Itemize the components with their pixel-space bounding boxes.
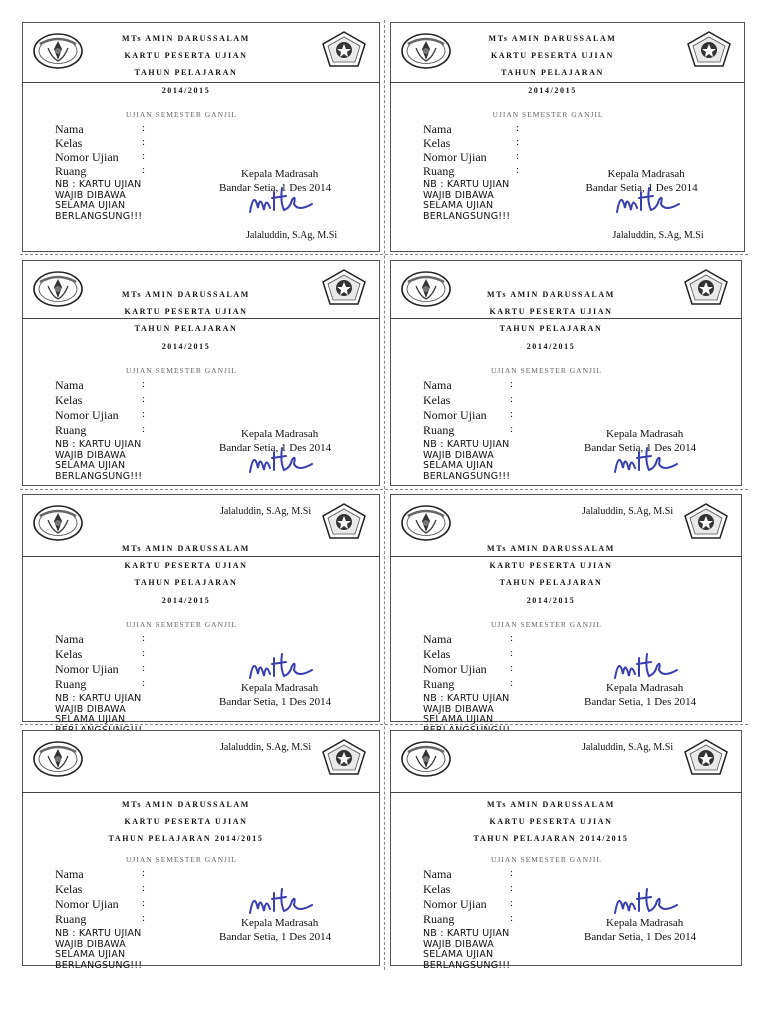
field-label: Ruang bbox=[423, 423, 455, 437]
madrasah-emblem-icon bbox=[680, 502, 732, 540]
field-label: Kelas bbox=[55, 647, 83, 661]
field-label: Kelas bbox=[423, 136, 451, 150]
academic-year: 2014/2015 bbox=[161, 86, 211, 95]
school-name: MTs AMIN DARUSSALAM bbox=[487, 290, 615, 299]
field-colon: : bbox=[142, 164, 146, 176]
field-colon: : bbox=[516, 122, 520, 134]
signer-name: Jalaluddin, S.Ag, M.Si bbox=[582, 742, 674, 753]
field-colon: : bbox=[510, 662, 514, 674]
field-label: Kelas bbox=[423, 393, 451, 407]
principal-title: Kepala Madrasah bbox=[606, 682, 684, 694]
field-label: Kelas bbox=[423, 647, 451, 661]
academic-year: 2014/2015 bbox=[528, 86, 577, 95]
field-colon: : bbox=[142, 647, 146, 659]
field-label: Nama bbox=[55, 632, 84, 646]
field-colon: : bbox=[142, 882, 146, 894]
exam-card bbox=[390, 494, 742, 725]
exam-name: UJIAN SEMESTER GANJIL bbox=[126, 620, 237, 629]
signature-mark bbox=[611, 648, 681, 684]
exam-note: NB : KARTU UJIAN WAJIB DIBAWA SELAMA UJIAN BERLANGSUNG!!! bbox=[55, 179, 143, 222]
exam-note: NB : KARTU UJIAN WAJIB DIBAWA SELAMA UJIAN BERLANGSUNG!!! bbox=[423, 439, 511, 482]
card-heading: KARTU PESERTA UJIAN bbox=[489, 561, 613, 570]
field-label: Nama bbox=[55, 867, 84, 881]
field-colon: : bbox=[516, 150, 520, 162]
academic-year-label: TAHUN PELAJARAN bbox=[134, 68, 238, 77]
exam-note: NB : KARTU UJIAN WAJIB DIBAWA SELAMA UJIAN BERLANGSUNG!!! bbox=[55, 928, 143, 971]
academic-year-label: TAHUN PELAJARAN bbox=[499, 324, 603, 333]
header-divider bbox=[390, 318, 742, 319]
ministry-logo-icon bbox=[400, 32, 452, 70]
field-colon: : bbox=[142, 408, 146, 420]
field-label: Nomor Ujian bbox=[55, 897, 119, 911]
header-divider bbox=[22, 792, 380, 793]
ministry-logo-icon bbox=[400, 504, 452, 542]
field-colon: : bbox=[510, 423, 514, 435]
academic-year-label: TAHUN PELAJARAN bbox=[499, 578, 603, 587]
sign-place-date: Bandar Setia, 1 Des 2014 bbox=[219, 442, 332, 454]
signature-mark bbox=[611, 883, 681, 919]
exam-card bbox=[22, 260, 380, 486]
header-divider bbox=[390, 556, 742, 557]
field-colon: : bbox=[516, 164, 520, 176]
exam-name: UJIAN SEMESTER GANJIL bbox=[126, 110, 237, 119]
exam-card bbox=[22, 730, 380, 971]
field-label: Kelas bbox=[55, 136, 83, 150]
field-label: Nomor Ujian bbox=[55, 408, 119, 422]
academic-year: TAHUN PELAJARAN 2014/2015 bbox=[473, 834, 629, 843]
exam-name: UJIAN SEMESTER GANJIL bbox=[126, 855, 237, 864]
field-label: Nomor Ujian bbox=[423, 150, 487, 164]
field-label: Nomor Ujian bbox=[423, 662, 487, 676]
sign-place-date: Bandar Setia, 1 Des 2014 bbox=[219, 931, 332, 943]
card-heading: KARTU PESERTA UJIAN bbox=[489, 307, 613, 316]
field-colon: : bbox=[142, 378, 146, 390]
ministry-logo-icon bbox=[32, 270, 84, 308]
sign-place-date: Bandar Setia, 1 Des 2014 bbox=[584, 931, 697, 943]
header-divider bbox=[22, 556, 380, 557]
field-label: Ruang bbox=[55, 164, 87, 178]
academic-year: 2014/2015 bbox=[161, 596, 211, 605]
school-name: MTs AMIN DARUSSALAM bbox=[122, 290, 250, 299]
field-colon: : bbox=[142, 897, 146, 909]
madrasah-emblem-icon bbox=[318, 30, 370, 68]
principal-title: Kepala Madrasah bbox=[241, 682, 319, 694]
signature-mark bbox=[246, 883, 316, 919]
exam-note: NB : KARTU UJIAN WAJIB DIBAWA SELAMA UJIAN BERLANGSUNG!!! bbox=[423, 928, 511, 971]
field-label: Nomor Ujian bbox=[423, 897, 487, 911]
field-label: Ruang bbox=[55, 912, 87, 926]
cut-line-vertical bbox=[384, 20, 385, 970]
field-label: Kelas bbox=[55, 882, 83, 896]
academic-year: TAHUN PELAJARAN 2014/2015 bbox=[108, 834, 264, 843]
principal-title: Kepala Madrasah bbox=[241, 428, 319, 440]
exam-card bbox=[390, 260, 742, 486]
signature-mark bbox=[246, 182, 316, 218]
field-colon: : bbox=[142, 122, 146, 134]
field-label: Nama bbox=[55, 378, 84, 392]
field-colon: : bbox=[142, 423, 146, 435]
sign-place-date: Bandar Setia, 1 Des 2014 bbox=[584, 442, 697, 454]
signer-name: Jalaluddin, S.Ag, M.Si bbox=[220, 742, 312, 753]
field-label: Nomor Ujian bbox=[55, 662, 119, 676]
field-label: Nomor Ujian bbox=[423, 408, 487, 422]
field-colon: : bbox=[510, 677, 514, 689]
school-name: MTs AMIN DARUSSALAM bbox=[487, 544, 615, 553]
ministry-logo-icon bbox=[400, 740, 452, 778]
field-colon: : bbox=[510, 408, 514, 420]
exam-card bbox=[22, 22, 380, 252]
sign-place-date: Bandar Setia, 1 Des 2014 bbox=[219, 696, 332, 708]
exam-name: UJIAN SEMESTER GANJIL bbox=[491, 855, 602, 864]
school-name: MTs AMIN DARUSSALAM bbox=[487, 800, 615, 809]
field-colon: : bbox=[142, 912, 146, 924]
signature-mark bbox=[613, 182, 683, 218]
academic-year-label: TAHUN PELAJARAN bbox=[134, 324, 238, 333]
principal-title: Kepala Madrasah bbox=[606, 917, 684, 929]
academic-year-label: TAHUN PELAJARAN bbox=[134, 578, 238, 587]
field-colon: : bbox=[142, 150, 146, 162]
sign-place-date: Bandar Setia, 1 Des 2014 bbox=[585, 182, 698, 194]
field-colon: : bbox=[510, 393, 514, 405]
header-divider bbox=[22, 318, 380, 319]
madrasah-emblem-icon bbox=[680, 738, 732, 776]
field-colon: : bbox=[142, 677, 146, 689]
field-label: Ruang bbox=[55, 677, 87, 691]
card-heading: KARTU PESERTA UJIAN bbox=[124, 307, 248, 316]
principal-title: Kepala Madrasah bbox=[607, 168, 685, 180]
cut-line-horizontal bbox=[20, 489, 748, 490]
cut-line-horizontal bbox=[20, 254, 748, 255]
ministry-logo-icon bbox=[32, 740, 84, 778]
signature-mark bbox=[611, 442, 681, 478]
field-colon: : bbox=[142, 393, 146, 405]
madrasah-emblem-icon bbox=[318, 268, 370, 306]
field-colon: : bbox=[510, 882, 514, 894]
field-label: Nama bbox=[423, 867, 452, 881]
exam-name: UJIAN SEMESTER GANJIL bbox=[491, 366, 602, 375]
exam-name: UJIAN SEMESTER GANJIL bbox=[491, 620, 602, 629]
madrasah-emblem-icon bbox=[683, 30, 735, 68]
field-label: Kelas bbox=[55, 393, 83, 407]
field-label: Nama bbox=[55, 122, 84, 136]
field-colon: : bbox=[510, 378, 514, 390]
exam-note: NB : KARTU UJIAN WAJIB DIBAWA SELAMA UJIAN bbox=[55, 693, 142, 725]
card-heading: KARTU PESERTA UJIAN bbox=[124, 817, 248, 826]
ministry-logo-icon bbox=[32, 504, 84, 542]
field-label: Ruang bbox=[55, 423, 87, 437]
exam-note: NB : KARTU UJIAN WAJIB DIBAWA SELAMA UJIAN bbox=[423, 693, 510, 725]
field-colon: : bbox=[142, 662, 146, 674]
signer-name: Jalaluddin, S.Ag, M.Si bbox=[612, 230, 704, 241]
exam-name: UJIAN SEMESTER GANJIL bbox=[492, 110, 604, 119]
madrasah-emblem-icon bbox=[318, 738, 370, 776]
header-divider bbox=[390, 82, 745, 83]
principal-title: Kepala Madrasah bbox=[606, 428, 684, 440]
field-colon: : bbox=[142, 136, 146, 148]
field-label: Kelas bbox=[423, 882, 451, 896]
exam-note: NB : KARTU UJIAN WAJIB DIBAWA SELAMA UJIAN BERLANGSUNG!!! bbox=[55, 439, 143, 482]
signature-mark bbox=[246, 442, 316, 478]
header-divider bbox=[22, 82, 380, 83]
field-label: Nama bbox=[423, 378, 452, 392]
principal-title: Kepala Madrasah bbox=[241, 917, 319, 929]
exam-card bbox=[390, 22, 745, 252]
field-colon: : bbox=[516, 136, 520, 148]
school-name: MTs AMIN DARUSSALAM bbox=[122, 34, 250, 43]
school-name: MTs AMIN DARUSSALAM bbox=[122, 800, 250, 809]
field-colon: : bbox=[142, 632, 146, 644]
signer-name: Jalaluddin, S.Ag, M.Si bbox=[246, 230, 338, 241]
field-label: Ruang bbox=[423, 677, 455, 691]
ministry-logo-icon bbox=[32, 32, 84, 70]
field-colon: : bbox=[510, 912, 514, 924]
field-colon: : bbox=[142, 867, 146, 879]
exam-card bbox=[22, 494, 380, 725]
exam-note: NB : KARTU UJIAN WAJIB DIBAWA SELAMA UJIAN BERLANGSUNG!!! bbox=[423, 179, 511, 222]
principal-title: Kepala Madrasah bbox=[241, 168, 319, 180]
field-colon: : bbox=[510, 897, 514, 909]
academic-year: 2014/2015 bbox=[526, 342, 576, 351]
madrasah-emblem-icon bbox=[680, 268, 732, 306]
school-name: MTs AMIN DARUSSALAM bbox=[488, 34, 617, 43]
exam-name: UJIAN SEMESTER GANJIL bbox=[126, 366, 237, 375]
ministry-logo-icon bbox=[400, 270, 452, 308]
field-label: Ruang bbox=[423, 912, 455, 926]
card-heading: KARTU PESERTA UJIAN bbox=[124, 51, 248, 60]
field-label: Nama bbox=[423, 632, 452, 646]
academic-year: 2014/2015 bbox=[161, 342, 211, 351]
school-name: MTs AMIN DARUSSALAM bbox=[122, 544, 250, 553]
card-heading: KARTU PESERTA UJIAN bbox=[489, 817, 613, 826]
madrasah-emblem-icon bbox=[318, 502, 370, 540]
sign-place-date: Bandar Setia, 1 Des 2014 bbox=[584, 696, 697, 708]
sign-place-date: Bandar Setia, 1 Des 2014 bbox=[219, 182, 332, 194]
field-label: Ruang bbox=[423, 164, 455, 178]
field-colon: : bbox=[510, 632, 514, 644]
signer-name: Jalaluddin, S.Ag, M.Si bbox=[582, 506, 674, 517]
field-colon: : bbox=[510, 867, 514, 879]
academic-year-label: TAHUN PELAJARAN bbox=[501, 68, 604, 77]
field-label: Nama bbox=[423, 122, 452, 136]
card-heading: KARTU PESERTA UJIAN bbox=[490, 51, 615, 60]
academic-year: 2014/2015 bbox=[526, 596, 576, 605]
header-divider bbox=[390, 792, 742, 793]
card-heading: KARTU PESERTA UJIAN bbox=[124, 561, 248, 570]
field-label: Nomor Ujian bbox=[55, 150, 119, 164]
field-colon: : bbox=[510, 647, 514, 659]
signer-name: Jalaluddin, S.Ag, M.Si bbox=[220, 506, 312, 517]
exam-card bbox=[390, 730, 742, 971]
signature-mark bbox=[246, 648, 316, 684]
